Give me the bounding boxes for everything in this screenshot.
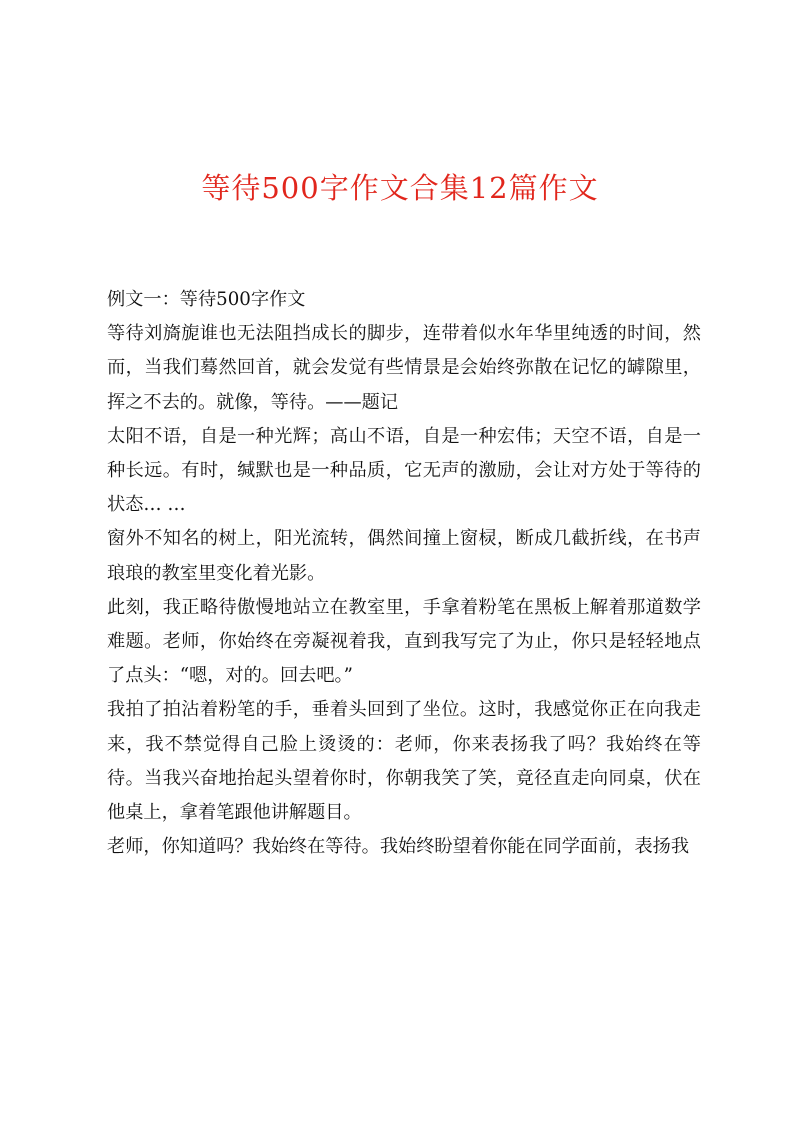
paragraph: 等待刘旖旎谁也无法阻挡成长的脚步，连带着似水年华里纯透的时间，然而，当我们蓦然回首，就会发觉有些情景是会始终弥散在记忆的罅隙里，挥之不去的。就像，等待。——题记 [107,323,701,413]
page-title: 等待500字作文合集12篇作文 [201,171,599,205]
paragraph: 窗外不知名的树上，阳光流转，偶然间撞上窗棂，断成几截折线，在书声琅琅的教室里变化着光影。 [107,528,701,584]
paragraph: 老师，你知道吗？我始终在等待。我始终盼望着你能在同学面前，表扬我 [107,836,690,858]
paragraph: 此刻，我正略待傲慢地站立在教室里，手拿着粉笔在黑板上解着那道数学难题。老师，你始终在旁凝视着我，直到我写完了为止，你只是轻轻地点了点头：“嗯，对的。回去吧。” [107,596,701,687]
example-heading: 例文一：等待500字作文 [107,289,306,310]
paragraph: 太阳不语，自是一种光辉；高山不语，自是一种宏伟；天空不语，自是一种长远。有时，缄默也是一种品质，它无声的激励，会让对方处于等待的状态… … [107,425,701,516]
document-body [107,283,701,864]
paragraph: 我拍了拍沾着粉笔的手，垂着头回到了坐位。这时，我感觉你正在向我走来，我不禁觉得自己脸上烫烫的：老师，你来表扬我了吗？我始终在等待。当我兴奋地抬起头望着你时，你朝我笑了笑，竟径直走向同桌，伏在他桌上，拿着笔跟他讲解题目。 [107,699,701,824]
